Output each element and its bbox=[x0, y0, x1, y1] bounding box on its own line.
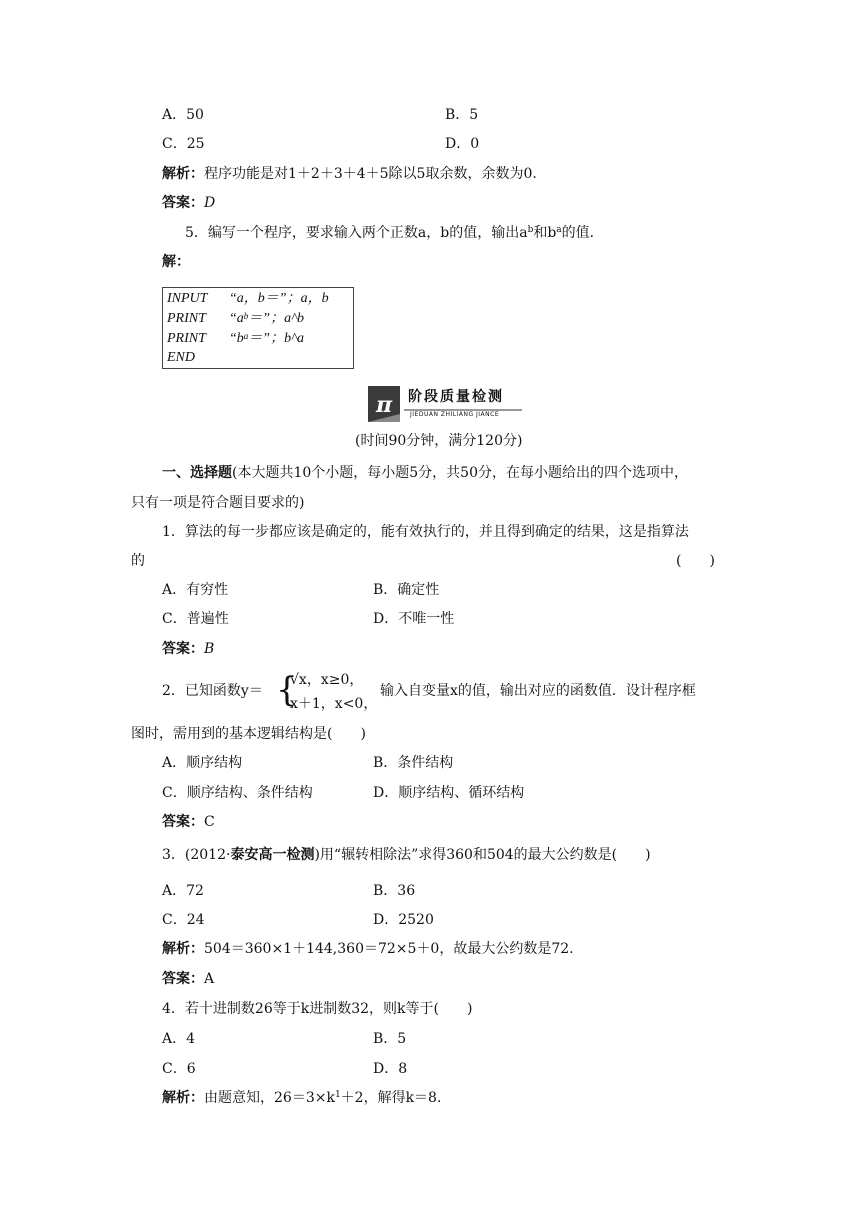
code-line-3: PRINT “$b^a=$”；b^a bbox=[167, 331, 304, 346]
q4-option-d: D．8 bbox=[373, 1061, 408, 1077]
banner-subtitle: JIEDUAN ZHILIANG JIANCE bbox=[410, 411, 500, 418]
q3-analysis: 解析：504＝360×1＋144,360＝72×5＋0，故最大公约数是72. bbox=[162, 941, 574, 957]
q3-option-b: B．36 bbox=[373, 883, 416, 899]
q3-option-c: C．24 bbox=[162, 912, 205, 928]
piecewise-case-2: x＋1，x<0， bbox=[290, 696, 378, 712]
question-1-stem-cont: 的 bbox=[131, 553, 145, 569]
q2-answer: 答案：C bbox=[162, 814, 215, 830]
solution-label: 解： bbox=[162, 254, 190, 270]
q2-option-d: D．顺序结构、循环结构 bbox=[373, 785, 525, 801]
code-line-1: INPUT “a，b＝”；a，b bbox=[167, 291, 329, 306]
analysis-label: 解析： bbox=[162, 166, 204, 182]
q3-option-d: D．2520 bbox=[373, 912, 434, 928]
q4-option-c: C．6 bbox=[162, 1061, 196, 1077]
q2-option-c: C．顺序结构、条件结构 bbox=[162, 785, 313, 801]
q4-option-a: A．4 bbox=[162, 1031, 196, 1047]
time-note: (时间90分钟，满分120分) bbox=[355, 433, 523, 449]
option-b: B．5 bbox=[445, 107, 479, 123]
section-banner bbox=[364, 384, 524, 424]
q2-option-b: B．条件结构 bbox=[373, 755, 454, 771]
q3-answer: 答案：A bbox=[162, 971, 215, 987]
analysis-text: 程序功能是对1＋2＋3＋4＋5除以5取余数，余数为0. bbox=[204, 166, 537, 182]
q1-option-b: B．确定性 bbox=[373, 582, 440, 598]
q1-option-a: A．有穷性 bbox=[162, 582, 229, 598]
question-1-stem: 1．算法的每一步都应该是确定的，能有效执行的，并且得到确定的结果，这是指算法 bbox=[162, 524, 689, 540]
question-5-stem: 5．编写一个程序，要求输入两个正数a，b的值，输出$a^b$和$b^a$的值． bbox=[185, 225, 604, 241]
q4-analysis: 解析：由题意知，$26=3\times k^1+2$，解得k＝8. bbox=[162, 1090, 442, 1106]
answer-line bbox=[162, 194, 215, 212]
q1-option-d: D．不唯一性 bbox=[373, 611, 455, 627]
question-2-stem: 输入自变量x的值，输出对应的函数值．设计程序框 bbox=[380, 683, 696, 699]
piecewise-case-1: √x，x≥0， bbox=[290, 672, 364, 688]
piecewise-brace: { bbox=[276, 670, 298, 710]
analysis-line bbox=[162, 165, 537, 183]
q4-option-b: B．5 bbox=[373, 1031, 407, 1047]
q3-option-a: A．72 bbox=[162, 883, 204, 899]
section-1-header: 一、选择题(本大题共10个小题，每小题5分，共50分，在每小题给出的四个选项中， bbox=[162, 465, 688, 481]
question-1-paren: ( ) bbox=[676, 553, 715, 569]
question-4-stem: 4．若十进制数26等于k进制数32，则k等于( ) bbox=[162, 1001, 473, 1017]
question-2-stem-cont: 图时，需用到的基本逻辑结构是( ) bbox=[131, 726, 366, 742]
banner-title: 阶段质量检测 bbox=[408, 389, 504, 405]
q1-option-c: C．普遍性 bbox=[162, 611, 229, 627]
program-code-box bbox=[162, 287, 354, 369]
q2-option-a: A．顺序结构 bbox=[162, 755, 243, 771]
code-line-2: PRINT “$a^b=$”；a^b bbox=[167, 311, 304, 326]
answer-label: 答案： bbox=[162, 195, 204, 211]
question-2-lead: 2．已知函数y＝ bbox=[162, 683, 263, 699]
answer-value: D bbox=[204, 195, 216, 211]
q1-answer: 答案：B bbox=[162, 641, 215, 657]
option-a: A．50 bbox=[162, 107, 204, 123]
option-c: C．25 bbox=[162, 136, 205, 152]
svg-text:π: π bbox=[375, 392, 393, 418]
option-d: D．0 bbox=[445, 136, 480, 152]
code-line-4: END bbox=[167, 350, 195, 365]
question-3-stem: 3．(2012·泰安高一检测)用“辗转相除法”求得360和504的最大公约数是( ) bbox=[162, 847, 651, 863]
section-1-desc: 只有一项是符合题目要求的) bbox=[131, 495, 305, 511]
